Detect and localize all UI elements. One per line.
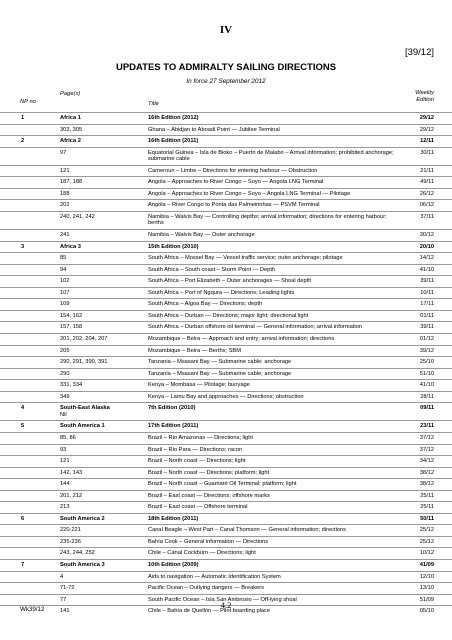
update-title: 10th Edition (2009) [148,562,199,569]
page-numbers: 144 [60,481,70,488]
update-title: 17th Edition (2011) [148,423,199,430]
update-title: Brazil – Rio Amazonas — Directions; light [148,435,253,441]
table-row [0,547,452,559]
header-np-no: NP no [20,99,36,105]
table-row [0,368,452,380]
column-headers [0,88,452,110]
table-row [0,432,452,444]
page-numbers: South America 3 [60,562,105,569]
table-row [0,264,452,276]
update-title: Chile – Bahía de Quellón — Pilot boarding place [148,608,271,615]
table-row [0,571,452,583]
page-numbers: 205 [60,347,70,354]
weekly-edition: 20/10 [419,243,434,250]
update-title: South Africa – Mossel Bay — Vessel traffic service; outer anchorage; pilotage [148,255,343,262]
weekly-edition: 41/09 [419,562,434,569]
update-title: Brazil – North coast — Directions; light [148,458,246,465]
table-row [0,524,452,536]
update-title: Cameroun – Limbe – Directions for entering harbour — Obstruction [148,167,318,174]
page-numbers: 235-236 [60,538,81,545]
weekly-edition: 25/12 [419,527,434,534]
weekly-edition: 25/11 [420,492,434,499]
weekly-edition: 39/11 [420,324,434,331]
np-number: 6 [21,515,25,522]
update-title: 16th Edition (2011) [148,138,199,145]
update-title: Angola – Approaches to River Congo – Soyo — Angola LNG Terminal [148,179,324,186]
weekly-edition: 37/12 [419,435,434,441]
update-title: Tanzania – Msasani Bay — Submarine cable; anchorage [148,359,292,366]
update-title: Bahía Cook – General information — Directions [148,538,269,545]
update-title: 15th Edition (2010) [148,243,199,250]
page-numbers: 241 [60,232,70,239]
update-title: Kenya – Mombasa — Pilotage; buoyage [148,382,250,389]
np-number: 1 [21,115,25,121]
update-title: South Pacific Ocean – Isla San Ambrosio — Off-lying shoal [148,596,297,603]
table-row [0,345,452,357]
page-numbers: 77 [60,596,67,603]
table-section-row [0,241,452,253]
update-title: South Africa – Port Elizabeth – Outer anchorages — Shoal depth [148,278,312,285]
update-title: Chile – Canal Cockburn — Directions; light [148,550,256,557]
page-label: IV [219,24,233,36]
weekly-edition: 41/10 [419,266,434,273]
weekly-edition: 25/11 [420,504,434,511]
weekly-edition: 29/12 [419,126,434,133]
weekly-edition: 51/10 [419,370,434,377]
update-title: Aids to navigation — Automatic Identification System [148,573,281,580]
page-numbers: 187, 188 [60,179,83,186]
table-section-row [0,559,452,571]
weekly-edition: 12/10 [419,573,434,580]
table-row [0,275,452,287]
table-row [0,478,452,490]
update-title: Brazil – Rio Para — Directions; racon [148,446,243,453]
page-numbers: 154, 162 [60,312,83,319]
table-row [0,333,452,345]
table-section-row [0,420,452,432]
np-number: 4 [21,405,25,412]
weekly-edition: 30/12 [419,232,434,239]
update-title: Angola – River Congo to Ponta das Palmeirinhas — PSVM Terminal [148,202,320,209]
update-title: Namibia – Walvis Bay — Outer anchorage [148,232,255,239]
document-title: UPDATES TO ADMIRALTY SAILING DIRECTIONS [115,62,337,73]
weekly-edition: 37/12 [419,446,434,453]
weekly-edition: 06/12 [419,202,434,209]
table-section-row [0,112,452,124]
weekly-edition: 10/11 [420,289,434,296]
table-row [0,321,452,333]
weekly-edition: 38/12 [419,469,434,476]
page-numbers: 349 [60,393,70,400]
table-row [0,229,452,241]
update-title: South Africa – Durban offshore oil terminal — General information; arrival information [148,324,362,331]
weekly-edition: 37/11 [420,213,434,220]
page-numbers: 213 [60,504,70,511]
update-title: Mozambique – Beira — Berths; SBM [148,347,241,354]
weekly-edition: 12/11 [420,138,434,145]
table-row [0,252,452,264]
updates-table [0,112,452,617]
weekly-edition: 05/10 [419,608,434,615]
weekly-edition: 25/10 [419,359,434,366]
header-edition-line: Edition [416,97,434,103]
update-title: Equatorial Guinea – Isla de Bioko – Puerto de Malabo – Arrival information; prohibited anchorage; submarine cable [148,149,394,163]
table-section-row [0,135,452,147]
weekly-edition: 49/11 [420,179,434,186]
update-title: Brazil – North coast – Guamaré Oil Terminal; platform; light [148,481,297,488]
update-title: 7th Edition (2010) [148,405,196,412]
update-title: Canal Beagle – West Part – Canal Thomson — General information; directions [148,527,347,534]
table-row [0,356,452,368]
update-title: Brazil – East coast — Directions; offshore marks [148,492,270,499]
table-row [0,467,452,479]
update-title: South Africa – Durban — Directions; major light; directional light [148,312,309,319]
table-row [0,124,452,136]
page-numbers: 220-221 [60,527,81,534]
table-row [0,444,452,456]
weekly-edition: 50/11 [420,515,434,522]
weekly-edition: 17/11 [420,301,434,308]
page-numbers: 121 [60,458,70,465]
header-weekly-line: Weekly [415,90,434,96]
weekly-edition: 28/11 [420,393,434,400]
weekly-edition: 39/11 [420,278,434,285]
page-numbers: South America 2 [60,515,105,522]
weekly-edition: 10/12 [419,550,434,557]
weekly-edition: 26/12 [419,190,434,197]
np-number: 7 [21,562,25,569]
table-row [0,176,452,188]
page-numbers: 201, 212 [60,492,83,499]
update-title: Kenya – Lamu Bay and approaches — Directions; obstruction [148,393,304,400]
page-numbers [60,405,142,418]
volume-name: South-East Alaska [60,405,110,412]
table-row [0,379,452,391]
update-title: Ghana – Abidjan to Aboadi Point — Jubilee Terminal [148,126,280,133]
weekly-edition: 23/11 [420,423,434,430]
page-numbers: Africa 1 [60,115,81,121]
weekly-edition: 41/10 [419,382,434,389]
table-row [0,147,452,165]
header-weekly-edition [415,90,434,104]
page-numbers: 141 [60,608,70,615]
weekly-edition: 21/11 [420,167,434,174]
table-row [0,199,452,211]
page-numbers: Africa 3 [60,243,81,250]
weekly-edition: 14/12 [419,255,434,262]
table-row [0,211,452,229]
table-row [0,310,452,322]
page-numbers: 331, 334 [60,382,83,389]
page-numbers: 290 [60,370,70,377]
table-row [0,490,452,502]
weekly-edition: 01/12 [419,336,434,343]
table-section-row [0,513,452,525]
weekly-edition: 30/11 [420,149,434,156]
footer-page-number: 4.2 [220,600,232,610]
np-number: 3 [21,243,25,250]
np-number: 5 [21,423,25,430]
table-row [0,536,452,548]
header-title: Title [148,101,159,107]
weekly-edition: 34/12 [419,458,434,465]
update-title: Tanzania – Msasani Bay — Submarine cable; anchorage [148,370,292,377]
weekly-edition: 38/12 [419,481,434,488]
weekly-edition: 13/10 [419,585,434,592]
update-title: Mozambique – Beira — Approach and entry; arrival information; directions [148,336,335,343]
page-numbers: 102 [60,278,70,285]
notice-reference: [39/12] [404,47,434,58]
table-row [0,188,452,200]
update-title: Pacific Ocean – Outlying dangers — Breakers [148,585,265,592]
weekly-edition: 25/12 [419,538,434,545]
page-numbers: South America 1 [60,423,105,430]
document-subtitle: In force 27 September 2012 [186,78,266,85]
weekly-edition: 39/12 [419,347,434,354]
table-row [0,455,452,467]
volume-note: Nil [60,411,67,418]
page-numbers: 94 [60,266,67,273]
page-numbers: 109 [60,301,70,308]
update-title: 18th Edition (2011) [148,515,199,522]
table-row [0,501,452,513]
update-title: South Africa – Port of Ngqura — Directions; Leading lights [148,289,295,296]
update-title: Brazil – North coast — Directions; platform; light [148,469,270,476]
update-title: Brazil – East coast — Offshore terminal [148,504,248,511]
table-row [0,298,452,310]
weekly-edition: 51/09 [419,596,434,603]
np-number: 2 [21,138,25,145]
page-numbers: 290, 291, 390, 391 [60,359,108,366]
weekly-edition: 01/11 [420,312,434,319]
header-pages: Page(s) [60,91,81,97]
table-row [0,582,452,594]
update-title: South Africa – South coast – Storm Point — Depth [148,266,276,273]
footer-week: Wk39/12 [20,606,45,613]
page-numbers: 240, 241, 242 [60,213,95,220]
update-title: Angola – Approaches to River Congo – Soyo – Angola LNG Terminal — Pilotage [148,190,351,197]
page-numbers: 71-72 [60,585,75,592]
page-numbers: 85, 86 [60,435,76,441]
page-numbers: 107 [60,289,70,296]
page-numbers: 142, 143 [60,469,83,476]
table-section-row [0,402,452,420]
table-row [0,391,452,403]
update-title: Namibia – Walvis Bay — Controlling depths; arrival information; directions for entering harbour; berths [148,213,387,227]
page-numbers: 85 [60,255,67,262]
page-numbers: 202 [60,202,70,209]
page-numbers: 201, 202, 204, 207 [60,336,108,343]
page-numbers: 4 [60,573,64,580]
page-numbers: 243, 244, 252 [60,550,95,557]
page-numbers: 121 [60,167,70,174]
update-title: 16th Edition (2012) [148,115,199,121]
update-title: South Africa – Algoa Bay — Directions; depth [148,301,263,308]
table-row [0,165,452,177]
page-numbers: 303, 305 [60,126,83,133]
page-numbers: Africa 2 [60,138,81,145]
page-numbers: 97 [60,149,67,156]
table-row [0,287,452,299]
page-numbers: 157, 158 [60,324,83,331]
weekly-edition: 09/11 [420,405,434,412]
page-numbers: 188 [60,190,70,197]
weekly-edition: 29/12 [419,115,434,121]
page-numbers: 93 [60,446,67,453]
